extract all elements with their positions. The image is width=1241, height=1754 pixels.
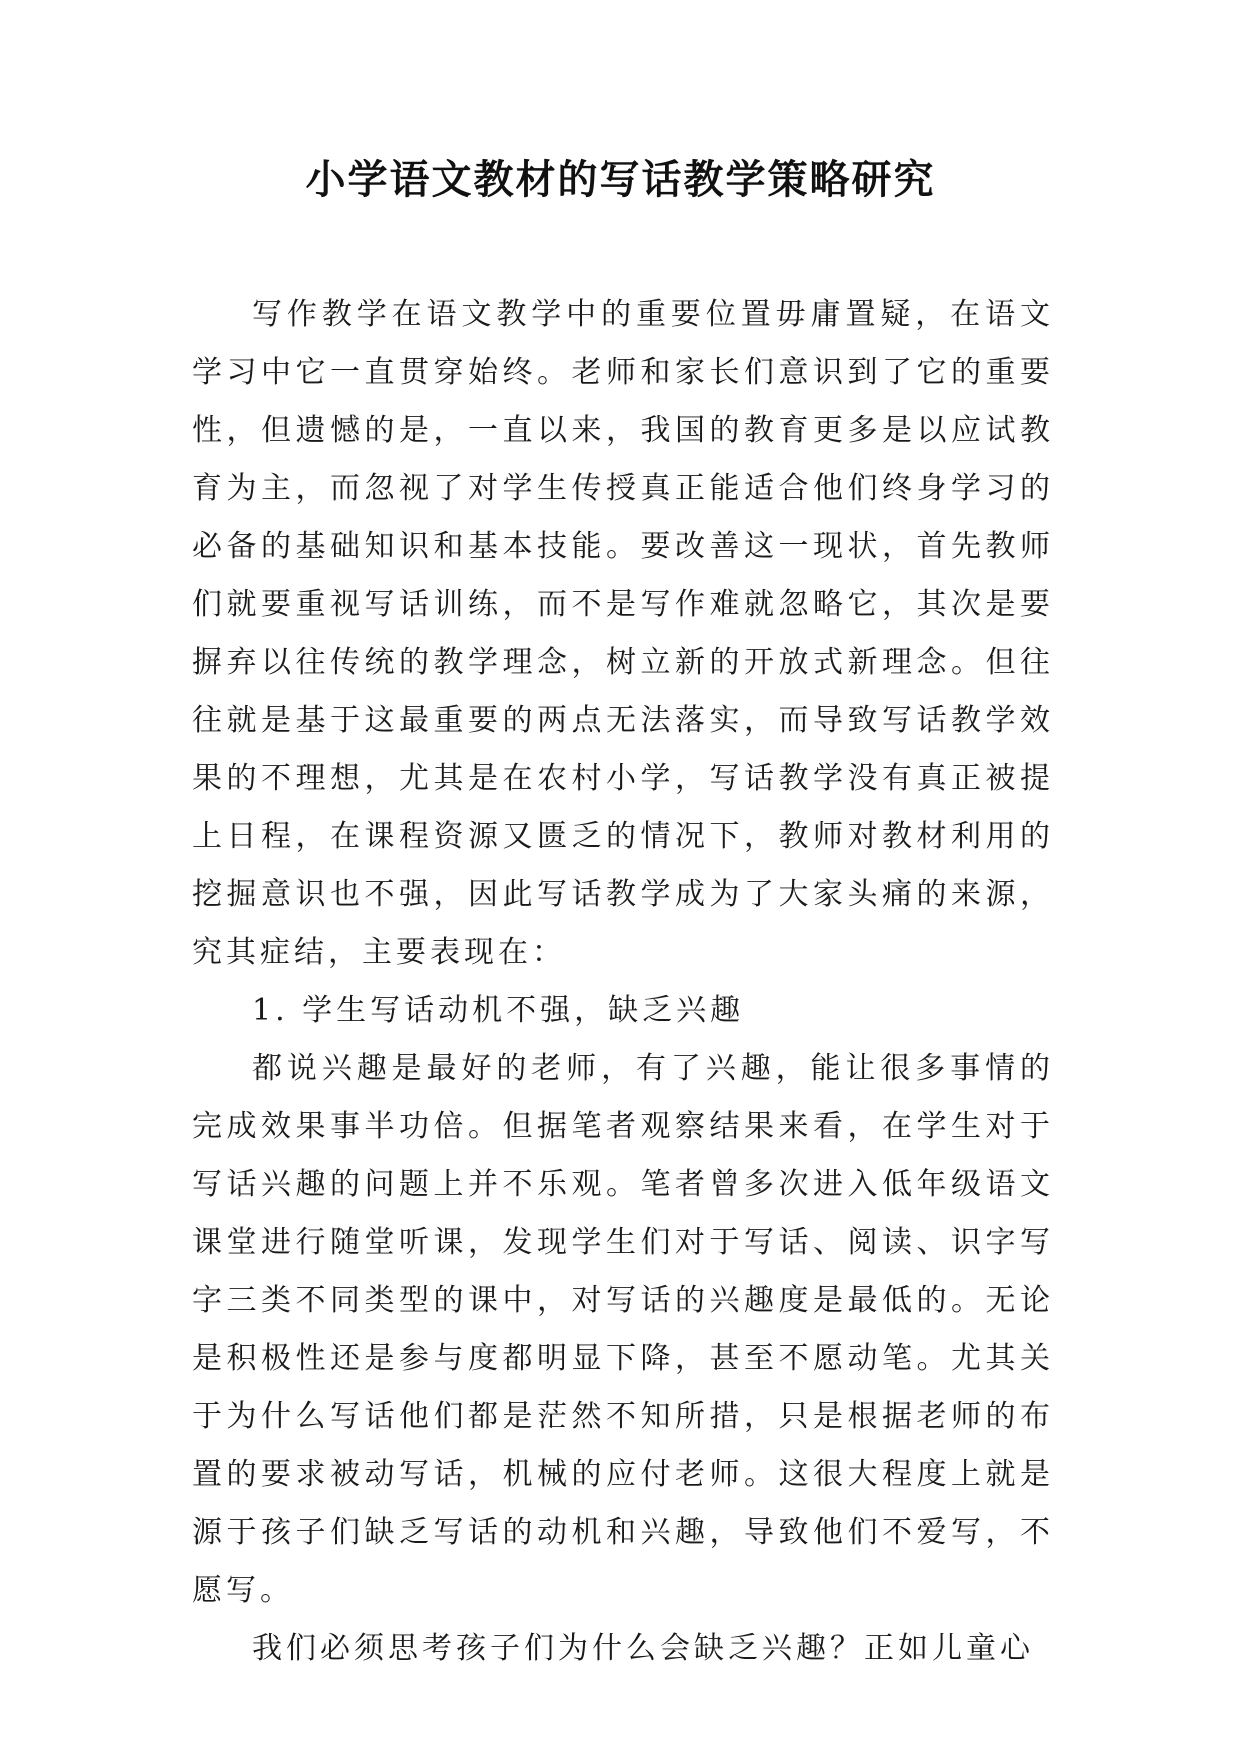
document-body <box>192 286 1054 1678</box>
paragraph-intro: 写作教学在语文教学中的重要位置毋庸置疑，在语文学习中它一直贯穿始终。老师和家长们意识到了它的重要性，但遗憾的是，一直以来，我国的教育更多是以应试教育为主，而忽视了对学生传授真正能适合他们终身学习的必备的基础知识和基本技能。要改善这一现状，首先教师们就要重视写话训练，而不是写作难就忽略它，其次是要摒弃以往传统的教学理念，树立新的开放式新理念。但往往就是基于这最重要的两点无法落实，而导致写话教学效果的不理想，尤其是在农村小学，写话教学没有真正被提上日程，在课程资源又匮乏的情况下，教师对教材利用的挖掘意识也不强，因此写话教学成为了大家头痛的来源，究其症结，主要表现在： <box>192 297 1054 970</box>
section-heading-1: 1. 学生写话动机不强，缺乏兴趣 <box>252 993 745 1028</box>
paragraph-question: 我们必须思考孩子们为什么会缺乏兴趣？正如儿童心 <box>252 1631 1034 1666</box>
document-title: 小学语文教材的写话教学策略研究 <box>305 157 936 203</box>
paragraph-interest: 都说兴趣是最好的老师，有了兴趣，能让很多事情的完成效果事半功倍。但据笔者观察结果来看，在学生对于写话兴趣的问题上并不乐观。笔者曾多次进入低年级语文课堂进行随堂听课，发现学生们对于写话、阅读、识字写字三类不同类型的课中，对写话的兴趣度是最低的。无论是积极性还是参与度都明显下降，甚至不愿动笔。尤其关于为什么写话他们都是茫然不知所措，只是根据老师的布置的要求被动写话，机械的应付老师。这很大程度上就是源于孩子们缺乏写话的动机和兴趣，导致他们不爱写，不愿写。 <box>192 1051 1054 1608</box>
